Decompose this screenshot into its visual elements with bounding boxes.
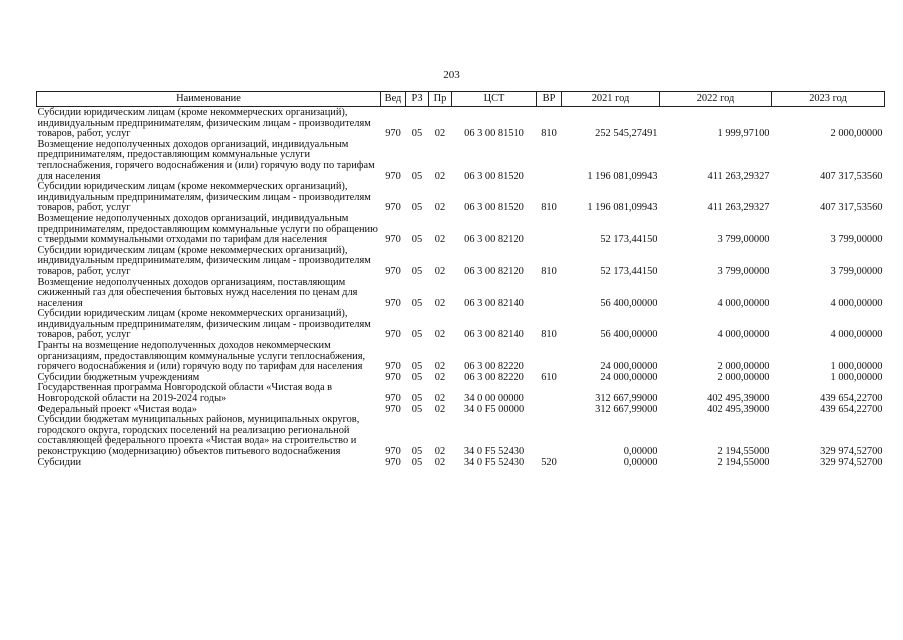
row-2021: 56 400,00000 (600, 297, 658, 309)
table-row (37, 458, 885, 469)
row-name: Субсидии юридическим лицам (кроме некоммерческих организаций), индивидуальным предпринимателям, физическим лицам - производителям товаров, работ, услуг (37, 308, 371, 341)
row-vr: 810 (541, 265, 557, 277)
row-rz: 05 (411, 456, 423, 468)
row-ved: 970 (385, 371, 401, 383)
row-2022: 2 000,00000 (717, 371, 770, 383)
row-cst: 06 3 00 82140 (464, 297, 524, 309)
row-2023: 1 000,00000 (830, 371, 883, 383)
row-2023: 2 000,00000 (830, 128, 883, 140)
row-rz: 05 (411, 128, 423, 140)
row-vr (537, 341, 562, 373)
row-2022: 2 194,55000 (717, 456, 770, 468)
row-pr: 02 (434, 403, 446, 415)
row-cst: 06 3 00 81520 (464, 202, 524, 214)
row-cst: 06 3 00 81510 (464, 128, 524, 140)
row-2023: 407 317,53560 (820, 170, 883, 182)
row-ved: 970 (385, 170, 401, 182)
row-rz: 05 (411, 371, 423, 383)
row-cst: 06 3 00 82120 (464, 265, 524, 277)
row-2023: 1 000,00000 (830, 361, 883, 373)
row-ved: 970 (385, 393, 401, 405)
table-row (37, 309, 885, 341)
row-2022: 2 000,00000 (717, 361, 770, 373)
row-2022: 4 000,00000 (717, 329, 770, 341)
row-name: Гранты на возмещение недополученных доходов некоммерческим организациям, предоставляющим коммунальные услуги теплоснабжения, горячего водоснабжения и (или) горячую воду по тарифам для населения (37, 340, 366, 373)
row-cst: 06 3 00 82140 (464, 329, 524, 341)
row-pr: 02 (434, 393, 446, 405)
row-2023: 439 654,22700 (820, 403, 883, 415)
row-cst: 06 3 00 82220 (464, 361, 524, 373)
row-vr (537, 383, 562, 404)
row-2021: 312 667,99000 (595, 403, 658, 415)
row-2021: 1 196 081,09943 (587, 202, 658, 214)
table-row (37, 415, 885, 457)
column-header-pr: Пр (429, 92, 452, 107)
row-cst: 06 3 00 82120 (464, 234, 524, 246)
row-rz: 05 (411, 265, 423, 277)
row-vr (537, 405, 562, 416)
row-cst: 06 3 00 82220 (464, 371, 524, 383)
row-pr: 02 (434, 456, 446, 468)
row-pr: 02 (434, 297, 446, 309)
row-ved: 970 (385, 202, 401, 214)
row-rz: 05 (411, 170, 423, 182)
row-2022: 4 000,00000 (717, 297, 770, 309)
row-pr: 02 (434, 265, 446, 277)
row-vr: 810 (541, 329, 557, 341)
table-row (37, 383, 885, 404)
row-2021: 52 173,44150 (600, 234, 658, 246)
row-pr: 02 (434, 371, 446, 383)
row-name: Возмещение недополученных доходов организаций, индивидуальным предпринимателям, предоставляющим коммунальные услуги по обращению с твердыми коммунальными отходами по тарифам для населения (37, 212, 378, 246)
row-ved: 970 (385, 265, 401, 277)
column-header-ved: Вед (381, 92, 406, 107)
row-name: Государственная программа Новгородской области «Чистая вода в Новгородской области на 2019-2024 годы» (37, 382, 333, 405)
row-2023: 329 974,52700 (820, 456, 883, 468)
page-number: 203 (443, 69, 460, 81)
row-rz: 05 (411, 234, 423, 246)
row-2023: 4 000,00000 (830, 329, 883, 341)
row-cst: 34 0 F5 00000 (463, 403, 525, 415)
row-2021: 0,00000 (623, 456, 658, 468)
row-ved: 970 (385, 234, 401, 246)
row-2021: 24 000,00000 (600, 371, 658, 383)
row-ved: 970 (385, 297, 401, 309)
column-header-vr: ВР (537, 92, 562, 107)
column-header-rz: РЗ (406, 92, 429, 107)
row-2022: 3 799,00000 (717, 234, 770, 246)
row-pr: 02 (434, 170, 446, 182)
row-2021: 312 667,99000 (595, 393, 658, 405)
row-ved: 970 (385, 403, 401, 415)
row-vr (537, 278, 562, 310)
row-2023: 329 974,52700 (820, 446, 883, 457)
row-2022: 1 999,97100 (717, 128, 770, 140)
row-vr (537, 214, 562, 246)
row-2021: 24 000,00000 (600, 361, 658, 373)
row-name: Возмещение недополученных доходов организациям, поставляющим сжиженный газ для обеспечения бытовых нужд населения по ценам для населения (37, 276, 358, 309)
row-2021: 52 173,44150 (600, 265, 658, 277)
row-2021: 1 196 081,09943 (587, 170, 658, 182)
row-cst: 34 0 00 00000 (464, 393, 524, 405)
row-pr: 02 (434, 128, 446, 140)
row-ved: 970 (385, 329, 401, 341)
row-2022: 411 263,29327 (707, 202, 770, 214)
row-rz: 05 (411, 297, 423, 309)
table-row (37, 246, 885, 278)
row-vr: 810 (541, 128, 557, 140)
row-vr (537, 140, 562, 182)
column-header-name: Наименование (37, 92, 381, 107)
row-2021: 0,00000 (623, 446, 658, 457)
row-pr: 02 (434, 361, 446, 373)
row-2023: 3 799,00000 (830, 265, 883, 277)
table-row (37, 341, 885, 373)
row-vr: 610 (541, 371, 557, 383)
row-pr: 02 (434, 234, 446, 246)
budget-table (36, 91, 885, 468)
row-name: Возмещение недополученных доходов организаций, индивидуальным предпринимателям, предоставляющим коммунальные услуги теплоснабжения, горячего водоснабжения и (или) горячую воду по тарифам для населения (37, 138, 375, 182)
row-rz: 05 (411, 446, 423, 457)
row-pr: 02 (434, 202, 446, 214)
row-ved: 970 (385, 128, 401, 140)
table-row (37, 107, 885, 140)
column-header-2022: 2022 год (660, 92, 772, 107)
row-pr: 02 (434, 329, 446, 341)
row-name: Субсидии бюджетным учреждениям (37, 371, 200, 383)
row-name: Субсидии юридическим лицам (кроме некоммерческих организаций), индивидуальным предпринимателям, физическим лицам - производителям товаров, работ, услуг (37, 244, 371, 277)
row-ved: 970 (385, 446, 401, 457)
header-row (37, 92, 885, 107)
row-pr: 02 (434, 446, 446, 457)
row-2023: 407 317,53560 (820, 202, 883, 214)
row-2023: 3 799,00000 (830, 234, 883, 246)
row-rz: 05 (411, 361, 423, 373)
row-ved: 970 (385, 361, 401, 373)
column-header-2021: 2021 год (562, 92, 660, 107)
table-row (37, 278, 885, 310)
row-name: Федеральный проект «Чистая вода» (37, 403, 197, 415)
row-name: Субсидии бюджетам муниципальных районов, муниципальных округов, городского округа, городских поселений на реализацию региональной составляющей федерального проекта «Чистая вода» на строительство и реконструкцию (модернизацию) объектов питьевого водоснабжения (37, 414, 360, 457)
row-rz: 05 (411, 202, 423, 214)
row-2021: 56 400,00000 (600, 329, 658, 341)
row-cst: 34 0 F5 52430 (463, 446, 525, 457)
row-vr (537, 415, 562, 457)
row-2021: 252 545,27491 (595, 128, 658, 140)
table-row (37, 140, 885, 182)
row-name: Субсидии юридическим лицам (кроме некоммерческих организаций), индивидуальным предпринимателям, физическим лицам - производителям товаров, работ, услуг (37, 107, 371, 140)
row-2022: 3 799,00000 (717, 265, 770, 277)
row-rz: 05 (411, 393, 423, 405)
row-vr: 520 (541, 456, 557, 468)
row-2022: 402 495,39000 (707, 393, 770, 405)
row-2023: 4 000,00000 (830, 297, 883, 309)
row-ved: 970 (385, 456, 401, 468)
row-vr: 810 (541, 202, 557, 214)
row-name: Субсидии (37, 456, 82, 468)
row-cst: 06 3 00 81520 (464, 170, 524, 182)
row-2022: 2 194,55000 (717, 446, 770, 457)
row-cst: 34 0 F5 52430 (463, 456, 525, 468)
row-2023: 439 654,22700 (820, 393, 883, 405)
row-2022: 402 495,39000 (707, 403, 770, 415)
row-rz: 05 (411, 403, 423, 415)
row-name: Субсидии юридическим лицам (кроме некоммерческих организаций), индивидуальным предпринимателям, физическим лицам - производителям товаров, работ, услуг (37, 181, 371, 214)
row-2022: 411 263,29327 (707, 170, 770, 182)
row-rz: 05 (411, 329, 423, 341)
table-row (37, 214, 885, 246)
column-header-2023: 2023 год (772, 92, 885, 107)
table-row (37, 182, 885, 214)
column-header-cst: ЦСТ (452, 92, 537, 107)
